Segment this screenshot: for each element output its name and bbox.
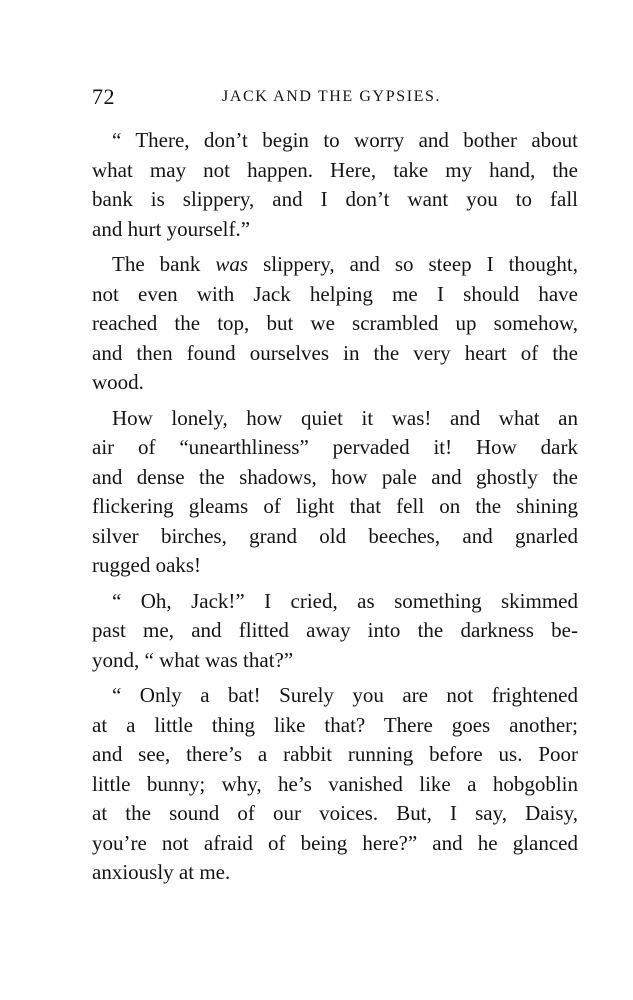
text-span: The bank bbox=[112, 252, 201, 276]
text-line: anxiously at me. bbox=[92, 860, 231, 884]
text-line: wood. bbox=[92, 370, 144, 394]
text-line: not even with Jack helping me I should have bbox=[92, 281, 578, 306]
text-line: flickering gleams of light that fell on the shining bbox=[92, 494, 578, 518]
text-line: silver birches, grand old beeches, and gnarled bbox=[92, 523, 578, 548]
text-line: past me, and flitted away into the darkness be- bbox=[92, 618, 578, 642]
text-line: “ Only a bat! Surely you are not frightened bbox=[112, 683, 578, 707]
text-span: slippery, and so steep I thought, bbox=[263, 252, 578, 276]
text-line: How lonely, how quiet it was! and what an bbox=[112, 405, 578, 430]
text-line: and dense the shadows, how pale and ghostly the bbox=[92, 464, 578, 489]
text-line: at a little thing like that? There goes another; bbox=[92, 712, 578, 737]
text-line: bank is slippery, and I don’t want you to fall bbox=[92, 187, 578, 211]
body-text bbox=[92, 126, 578, 888]
text-line: what may not happen. Here, take my hand, the bbox=[92, 157, 578, 182]
page-number: 72 bbox=[92, 84, 115, 109]
text-line: reached the top, but we scrambled up somehow, bbox=[92, 311, 578, 335]
paragraph-5 bbox=[92, 681, 578, 888]
text-line bbox=[92, 250, 578, 280]
text-line: yond, “ what was that?” bbox=[92, 647, 294, 672]
text-line: air of “unearthliness” pervaded it! How dark bbox=[92, 435, 578, 459]
text-line: and then found ourselves in the very heart of the bbox=[92, 340, 578, 365]
paragraph-4 bbox=[92, 587, 578, 676]
paragraph-2 bbox=[92, 250, 578, 398]
text-line: at the sound of our voices. But, I say, Daisy, bbox=[92, 801, 578, 825]
text-line: little bunny; why, he’s vanished like a hobgoblin bbox=[92, 771, 578, 796]
paragraph-3 bbox=[92, 404, 578, 581]
text-line: “ Oh, Jack!” I cried, as something skimmed bbox=[112, 588, 578, 613]
text-line: you’re not afraid of being here?” and he glanced bbox=[92, 830, 578, 855]
italic-word: was bbox=[215, 252, 249, 276]
text-line: and hurt yourself.” bbox=[92, 216, 251, 241]
text-line: “ There, don’t begin to worry and bother about bbox=[112, 128, 578, 152]
running-title: JACK AND THE GYPSIES. bbox=[222, 88, 442, 105]
paragraph-1 bbox=[92, 126, 578, 244]
text-line: rugged oaks! bbox=[92, 553, 202, 577]
text-line: and see, there’s a rabbit running before us. Poor bbox=[92, 742, 578, 766]
running-head bbox=[92, 84, 578, 114]
